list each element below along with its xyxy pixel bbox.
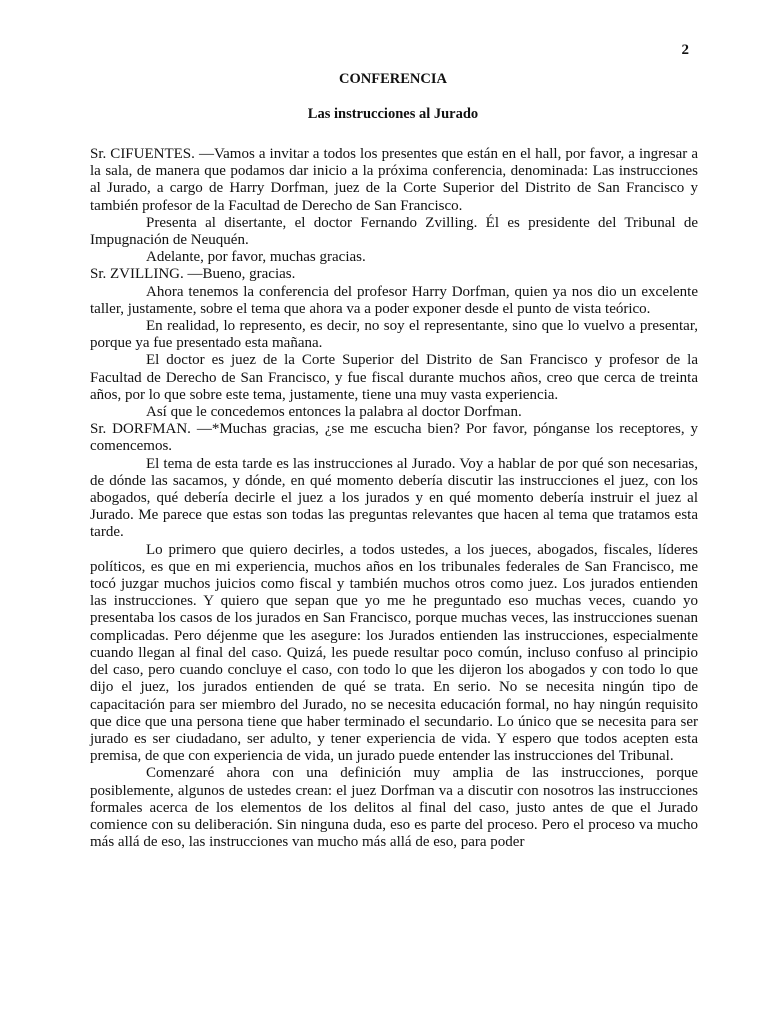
paragraph: Ahora tenemos la conferencia del profesor Harry Dorfman, quien ya nos dio un excelente taller, justamente, sobre el tema que ahora va a poder exponer desde el punto de vista teórico. [90,283,698,317]
paragraph: En realidad, lo represento, es decir, no soy el representante, sino que lo vuelvo a presentar, porque ya fue presentado esta mañana. [90,318,698,352]
document-title: CONFERENCIA [339,71,447,87]
transcript-body [90,146,698,851]
paragraph: Sr. CIFUENTES. —Vamos a invitar a todos los presentes que están en el hall, por favor, a ingresar a la sala, de manera que podamos dar inicio a la próxima conferencia, denominada: Las instrucciones al Jurado, a cargo de Harry Dorfman, juez de la Corte Superior del Distrito de San Francisco y también profesor de la Facultad de Derecho de San Francisco. [90,146,698,214]
paragraph: El doctor es juez de la Corte Superior del Distrito de San Francisco y profesor de la Facultad de Derecho de San Francisco, y fue fiscal durante muchos años, creo que cerca de treinta años, por lo que sobre este tema, justamente, tiene una muy vasta experiencia. [90,352,698,403]
paragraph: El tema de esta tarde es las instrucciones al Jurado. Voy a hablar de por qué son necesarias, de dónde las sacamos, y dónde, en qué momento debería discutir las instrucciones el juez, con los abogados, qué debería decirle el juez a los jurados y en qué momento debería instruir el juez al Jurado. Me parece que estas son todas las preguntas relevantes que hacen al tema que tratamos esta tarde. [90,455,698,541]
paragraph: Adelante, por favor, muchas gracias. [146,249,366,266]
paragraph: Sr. DORFMAN. —*Muchas gracias, ¿se me escucha bien? Por favor, pónganse los receptores, y comencemos. [90,421,698,455]
paragraph: Lo primero que quiero decirles, a todos ustedes, a los jueces, abogados, fiscales, líderes políticos, es que en mi experiencia, muchos años en los tribunales federales de San Francisco, me tocó juzgar muchos juicios como fiscal y también muchos otros como juez. Los jurados entienden las instrucciones. Y quiero que sepan que yo me he preguntado eso muchas veces, cuando yo presentaba los casos de los jurados en San Francisco, porque muchas veces, las instrucciones suenan complicadas. Pero déjenme que les asegure: los Jurados entienden las instrucciones, especialmente cuando llegan al final del caso. Quizá, les puede resultar poco común, incluso confuso al principio del caso, pero cuando concluye el caso, con todo lo que les dijeron los abogados y con todo lo que dijo el juez, los jurados entienden de qué se trata. En serio. No se necesita ningún tipo de capacitación para ser miembro del Jurado, no se necesita educación formal, no hay ningún requisito que dice que una persona tiene que haber terminado el secundario. Lo único que se necesita para ser jurado es ser ciudadano, ser adulto, y tener experiencia de vida. Y espero que todos acepten esta premisa, de que con experiencia de vida, un jurado puede entender las instrucciones del Tribunal. [90,541,698,765]
paragraph: Presenta al disertante, el doctor Fernando Zvilling. Él es presidente del Tribunal de Impugnación de Neuquén. [90,214,698,249]
document-subtitle: Las instrucciones al Jurado [307,106,479,122]
paragraph: Así que le concedemos entonces la palabra al doctor Dorfman. [146,404,522,421]
page-number: 2 [681,42,689,58]
paragraph: Sr. ZVILLING. —Bueno, gracias. [90,266,296,283]
paragraph: Comenzaré ahora con una definición muy amplia de las instrucciones, porque posiblemente, algunos de ustedes crean: el juez Dorfman va a discutir con nosotros las instrucciones formales acerca de los elementos de los delitos al final del caso, justo antes de que el Jurado comience con su deliberación. Sin ninguna duda, eso es parte del proceso. Pero el proceso va mucho más allá de eso, las instrucciones van mucho más allá de eso, para poder [90,765,698,851]
